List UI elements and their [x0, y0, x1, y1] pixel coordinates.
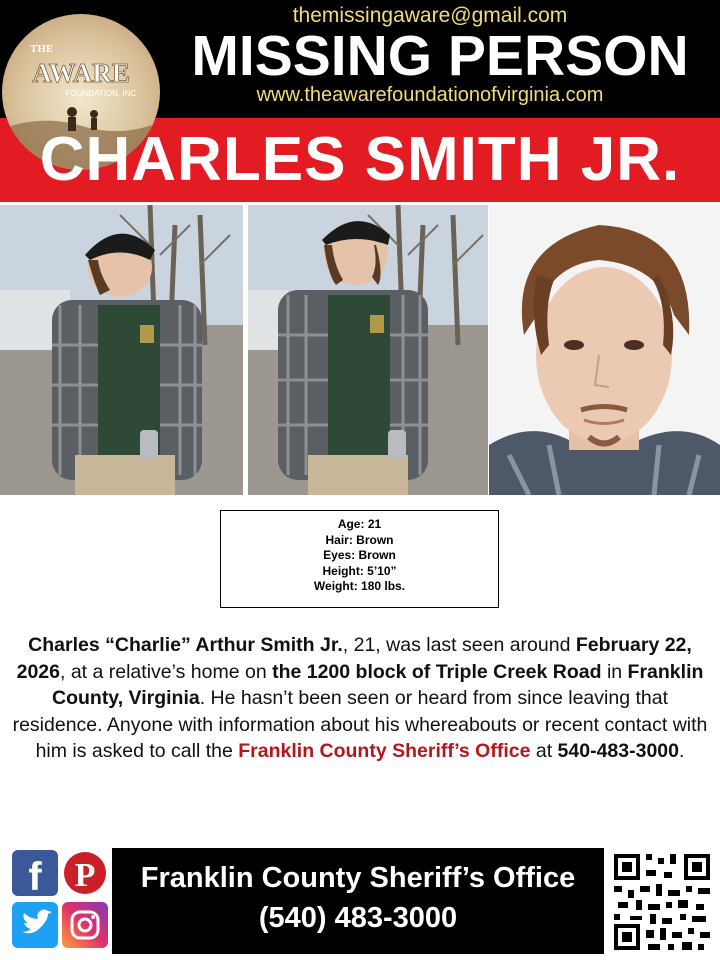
desc-text-3: in — [601, 660, 628, 683]
svg-text:AWARE: AWARE — [32, 58, 130, 88]
contact-footer — [112, 848, 604, 954]
photo-portrait — [489, 205, 720, 495]
stat-age: Age: 21 — [337, 517, 382, 531]
svg-text:f: f — [28, 855, 42, 896]
photo-outdoor-1 — [0, 205, 243, 495]
desc-full-name: Charles “Charlie” Arthur Smith Jr. — [28, 634, 343, 656]
footer-office-name: Franklin County Sheriff’s Office — [140, 862, 576, 894]
facebook-icon[interactable] — [12, 850, 58, 896]
desc-text-5: at — [530, 740, 558, 762]
stat-weight: Weight: 180 lbs. — [313, 579, 406, 593]
desc-date: February 22, 2026 — [16, 634, 692, 683]
desc-text-1: , 21, was last seen around — [342, 634, 576, 656]
svg-text:P: P — [74, 857, 96, 894]
person-name: CHARLES SMITH JR. — [39, 125, 681, 194]
case-description — [12, 632, 708, 765]
desc-location: the 1200 block of Triple Creek Road — [272, 660, 602, 683]
svg-text:THE: THE — [30, 43, 54, 55]
desc-text-2: , at a relative’s home on — [59, 660, 273, 683]
desc-phone: 540-483-3000 — [557, 740, 679, 762]
stat-height: Height: 5’10” — [322, 563, 397, 578]
physical-description-box — [220, 510, 499, 608]
desc-text-6: . — [678, 740, 685, 762]
footer-phone[interactable]: (540) 483-3000 — [258, 902, 458, 934]
qr-code[interactable] — [610, 850, 714, 954]
desc-sheriff-office: Franklin County Sheriff’s Office — [238, 740, 531, 762]
twitter-icon[interactable] — [12, 902, 58, 948]
stat-hair: Hair: Brown — [325, 532, 394, 547]
stat-eyes: Eyes: Brown — [323, 548, 396, 562]
website-url: www.theawarefoundationofvirginia.com — [256, 84, 604, 106]
instagram-icon[interactable] — [62, 902, 108, 948]
photo-outdoor-2 — [248, 205, 488, 495]
desc-county: Franklin County, Virginia — [52, 660, 704, 709]
desc-text-4: . He hasn’t been seen or heard from since leaving that residence. Anyone with information about his whereabouts or recent contact with him is asked to call the — [12, 687, 708, 762]
contact-email: themissingaware@gmail.com — [292, 4, 568, 27]
missing-person-headline: MISSING PERSON — [191, 24, 689, 88]
svg-text:FOUNDATION, INC.: FOUNDATION, INC. — [65, 89, 139, 98]
pinterest-icon[interactable] — [62, 850, 108, 896]
